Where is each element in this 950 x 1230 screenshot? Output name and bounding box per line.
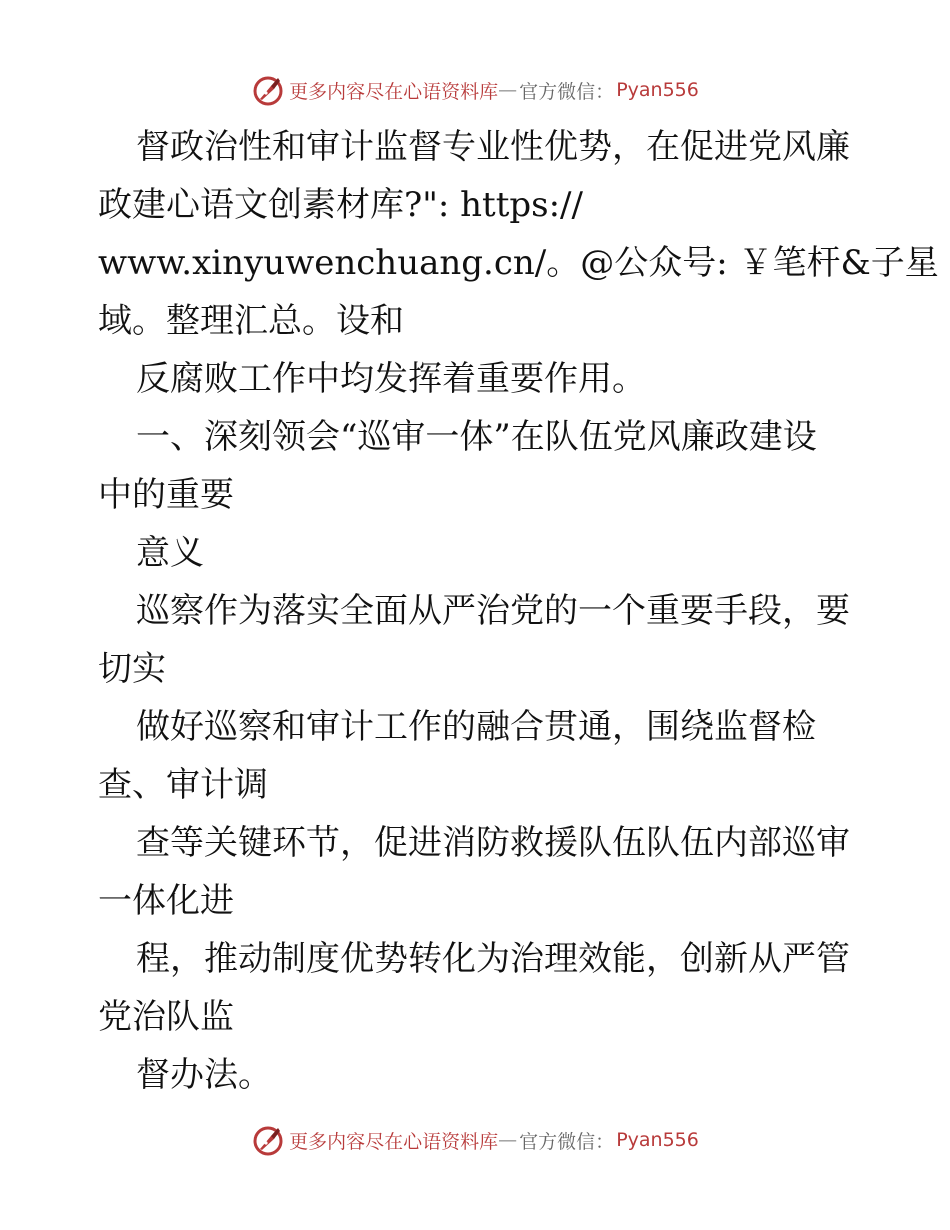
text-line: 督政治性和审计监督专业性优势，在促进党风廉 [136,127,850,167]
section-heading-cont: 意义 [136,533,204,573]
text-line: 查、审计调 [98,765,268,805]
banner-wechat-label: 官方微信： [519,1130,615,1153]
banner-site-text: 更多内容尽在心语资料库 [289,80,499,103]
header-banner [0,72,950,108]
banner-dash: — [498,79,518,101]
text-line: 做好巡察和审计工作的融合贯通，围绕监督检 [136,707,816,747]
text-line: 巡察作为落实全面从严治党的一个重要手段，要 [136,591,850,631]
pen-nib-logo-icon [251,1123,285,1157]
pen-nib-logo-icon [251,73,285,107]
text-line: 党治队监 [98,997,234,1037]
section-heading: 一、深刻领会“巡审一体”在队伍党风廉政建设 [136,417,817,457]
text-line: 查等关键环节，促进消防救援队伍队伍内部巡审 [136,823,850,863]
banner-dash: — [498,1129,518,1151]
text-line: 一体化进 [98,881,234,921]
banner-wechat-label: 官方微信： [519,80,615,103]
footer-banner [0,1122,950,1158]
section-heading-cont: 中的重要 [98,475,234,515]
text-line-url: www.xinyuwenchuang.cn/。@公众号: ￥笔杆&子星 [98,243,939,283]
text-line: 切实 [98,649,166,689]
text-line: 反腐败工作中均发挥着重要作用。 [136,359,646,399]
banner-wechat-id: Pyan556 [616,79,699,101]
text-line: 督办法。 [136,1055,272,1095]
text-line: 政建心语文创素材库?": https:// [98,185,583,225]
document-body [98,118,939,1104]
text-line: 程，推动制度优势转化为治理效能，创新从严管 [136,939,850,979]
banner-site-text: 更多内容尽在心语资料库 [289,1130,499,1153]
text-line: 域。整理汇总。设和 [98,301,404,341]
banner-wechat-id: Pyan556 [616,1129,699,1151]
